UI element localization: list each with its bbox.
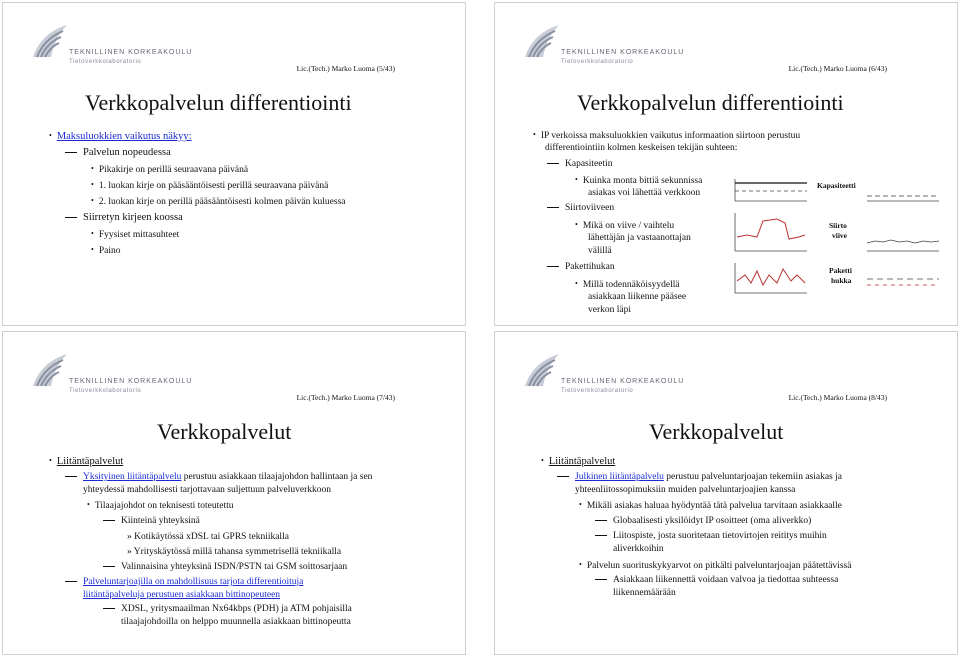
- bullet-l3-cont: asiakkaan liikenne pääsee: [588, 292, 687, 302]
- bullet-icon: •: [575, 175, 578, 184]
- bullet-l3: • 1. luokan kirje on pääsääntöisesti perillä seuraavana päivänä: [91, 180, 329, 191]
- bullet-icon: •: [575, 279, 578, 288]
- delay-label-2: viive: [832, 231, 847, 240]
- bullet-l2: Siirtoviiveen: [547, 203, 614, 213]
- bullet-icon: •: [541, 456, 544, 465]
- slide-5: [2, 2, 466, 326]
- bullet-l4: XDSL, yritysmaailman Nx64kbps (PDH) ja ATM pohjaisilla: [103, 604, 352, 614]
- bullet-l3: • Mikäli asiakas haluaa hyödyntää tätä palvelua tarvitaan asiakkaalle: [579, 500, 842, 511]
- tkk-logo: [523, 352, 693, 398]
- tkk-logo: [31, 23, 201, 69]
- bullet-l4-cont: tilaajajohdoilla on helppo muunnella asiakkaan bittinopeutta: [121, 617, 351, 627]
- capacity-label: Kapasiteetti: [817, 181, 856, 190]
- bullet-l3-cont: asiakas voi lähettää verkkoon: [588, 188, 701, 198]
- bullet-icon: •: [49, 456, 52, 465]
- dash-icon: [103, 608, 115, 609]
- bullet-icon: •: [91, 180, 94, 189]
- bullet-icon: •: [533, 130, 536, 139]
- logo-emblem-icon: [523, 352, 563, 388]
- dash-icon: [547, 266, 559, 267]
- bullet-icon: •: [49, 131, 52, 140]
- dept-name: Tietoverkkolaboratorio: [561, 388, 634, 394]
- bullet-l1: • Maksuluokkien vaikutus näkyy:: [49, 131, 192, 142]
- bullet-l1: • Liitäntäpalvelut: [49, 456, 124, 467]
- org-name: TEKNILLINEN KORKEAKOULU: [69, 49, 193, 56]
- bullet-l4: Globaalisesti yksilöidyt IP osoitteet (oma aliverkko): [595, 516, 811, 526]
- dash-icon: [103, 520, 115, 521]
- dash-icon: [103, 566, 115, 567]
- slide-title: Verkkopalvelun differentiointi: [85, 90, 352, 115]
- logo-emblem-icon: [31, 23, 71, 59]
- bullet-l3-cont: lähettäjän ja vastaanottajan: [588, 233, 691, 243]
- bullet-icon: •: [579, 500, 582, 509]
- dept-name: Tietoverkkolaboratorio: [69, 59, 142, 65]
- bullet-l3: • Mikä on viive / vaihtelu: [575, 220, 675, 231]
- bullet-l2: Julkinen liitäntäpalvelu perustuu palveluntarjoajan tekemiin asiakas ja: [557, 472, 842, 482]
- slide-8: [494, 331, 958, 655]
- bullet-l1: • Liitäntäpalvelut: [541, 456, 616, 467]
- dash-icon: [65, 476, 77, 477]
- bullet-l5: » Kotikäytössä xDSL tai GPRS tekniikalla: [127, 532, 289, 542]
- tkk-logo: [31, 352, 201, 398]
- bullet-l3: • Millä todennäköisyydellä: [575, 279, 680, 290]
- bullet-icon: •: [579, 560, 582, 569]
- bullet-l3: • Fyysiset mittasuhteet: [91, 229, 180, 240]
- bullet-icon: •: [575, 220, 578, 229]
- dash-icon: [595, 579, 607, 580]
- dash-icon: [547, 207, 559, 208]
- bullet-l1: • IP verkoissa maksuluokkien vaikutus informaation siirtoon perustuu: [533, 130, 801, 141]
- dash-icon: [65, 217, 77, 218]
- bullet-l3: • Palvelun suorituskykyarvot on pitkälti palveluntarjoajan päätettävissä: [579, 560, 852, 571]
- bullet-icon: •: [91, 245, 94, 254]
- tkk-logo: [523, 23, 693, 69]
- dash-icon: [65, 152, 77, 153]
- bullet-l2: Siirretyn kirjeen koossa: [65, 212, 183, 223]
- slide-6: [494, 2, 958, 326]
- bullet-l2-cont: yhteydessä mahdollisesti tarjottavaan suljettuun palveluverkkoon: [83, 485, 331, 495]
- bullet-l2-cont: yhteenliitossopimuksiin muiden palveluntarjoajien kanssa: [575, 485, 796, 495]
- dash-icon: [65, 581, 77, 582]
- bullet-l3-cont: välillä: [588, 246, 612, 256]
- org-name: TEKNILLINEN KORKEAKOULU: [69, 378, 193, 385]
- bullet-icon: •: [91, 164, 94, 173]
- bullet-l2: Palvelun nopeudessa: [65, 147, 171, 158]
- bullet-l4-cont: aliverkkoihin: [613, 544, 664, 554]
- bullet-l4: Valinnaisina yhteyksinä ISDN/PSTN tai GSM soittosarjaan: [103, 562, 347, 572]
- bullet-l3: • Pikakirje on perillä seuraavana päivänä: [91, 164, 249, 175]
- bullet-l3: • Tilaajajohdot on teknisesti toteutettu: [87, 500, 234, 511]
- bullet-l2: Pakettihukan: [547, 262, 615, 272]
- bullet-l4-cont: liikennemäärään: [613, 588, 676, 598]
- bullet-l1-cont: differentiointiin kolmen keskeisen tekijän suhteen:: [545, 143, 738, 153]
- bullet-icon: •: [87, 500, 90, 509]
- bullet-l2: Palveluntarjoajilla on mahdollisuus tarjota differentioituja: [65, 577, 303, 587]
- page-info: Lic.(Tech.) Marko Luoma (7/43): [296, 393, 395, 402]
- dash-icon: [557, 476, 569, 477]
- bullet-l4: Kiinteinä yhteyksinä: [103, 516, 200, 526]
- dept-name: Tietoverkkolaboratorio: [561, 59, 634, 65]
- bullet-l3: • Kuinka monta bittiä sekunnissa: [575, 175, 703, 186]
- bullet-l5: » Yrityskäytössä millä tahansa symmetrisellä tekniikalla: [127, 547, 342, 557]
- slide-7: [2, 331, 466, 655]
- logo-emblem-icon: [31, 352, 71, 388]
- slide-title: Verkkopalvelut: [649, 419, 784, 444]
- page-info: Lic.(Tech.) Marko Luoma (6/43): [788, 64, 887, 73]
- dash-icon: [547, 163, 559, 164]
- bullet-l2-cont: liitäntäpalveluja perustuen asiakkaan bittinopeuteen: [83, 590, 281, 600]
- bullet-l3: • Paino: [91, 245, 121, 256]
- logo-emblem-icon: [523, 23, 563, 59]
- dash-icon: [595, 520, 607, 521]
- loss-label-2: hukka: [831, 276, 852, 285]
- bullet-l3-cont: verkon läpi: [588, 305, 632, 315]
- delay-label-1: Siirto: [829, 221, 847, 230]
- slide-title: Verkkopalvelun differentiointi: [577, 90, 844, 115]
- page-info: Lic.(Tech.) Marko Luoma (5/43): [296, 64, 395, 73]
- bullet-l4: Asiakkaan liikennettä voidaan valvoa ja tiedottaa suhteessa: [595, 575, 838, 585]
- bullet-icon: •: [91, 229, 94, 238]
- bullet-l3: • 2. luokan kirje on perillä pääsääntöisesti kolmen päivän kuluessa: [91, 196, 346, 207]
- dash-icon: [595, 535, 607, 536]
- org-name: TEKNILLINEN KORKEAKOULU: [561, 378, 685, 385]
- loss-label-1: Paketti: [829, 266, 852, 275]
- org-name: TEKNILLINEN KORKEAKOULU: [561, 49, 685, 56]
- page-info: Lic.(Tech.) Marko Luoma (8/43): [788, 393, 887, 402]
- slide-title: Verkkopalvelut: [157, 419, 292, 444]
- bullet-icon: •: [91, 196, 94, 205]
- dept-name: Tietoverkkolaboratorio: [69, 388, 142, 394]
- bullet-l4: Liitospiste, josta suoritetaan tietovirtojen reititys muihin: [595, 531, 827, 541]
- bullet-l2: Kapasiteetin: [547, 159, 612, 169]
- bullet-l2: Yksityinen liitäntäpalvelu perustuu asiakkaan tilaajajohdon hallintaan ja sen: [65, 472, 372, 482]
